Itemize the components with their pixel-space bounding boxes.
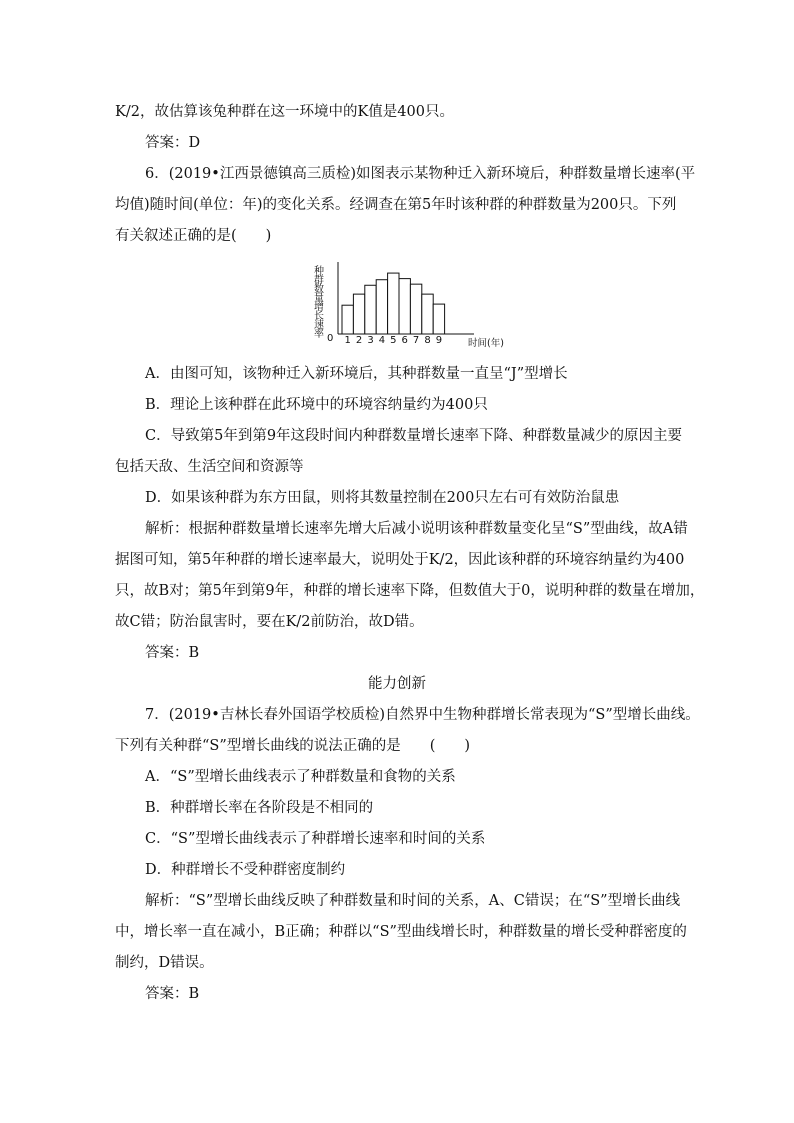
- x-tick-label: 9: [435, 335, 443, 346]
- option-6c: C．导致第5年到第9年这段时间内种群数量增长速率下降、种群数量减少的原因主要: [145, 428, 683, 444]
- bar-year-2: [353, 294, 364, 334]
- bar-year-7: [410, 284, 421, 334]
- text-line: 下列有关种群“S”型增长曲线的说法正确的是 ( ): [115, 738, 471, 754]
- x-tick-label: 7: [412, 335, 420, 346]
- growth-rate-chart: [312, 256, 522, 348]
- bar-year-6: [399, 279, 410, 334]
- option-7a: A．“S”型增长曲线表示了种群数量和食物的关系: [145, 769, 456, 785]
- text-line: 只，故B对；第5年到第9年，种群的增长速率下降，但数值大于0，说明种群的数量在增加，: [115, 583, 705, 599]
- text-line: 据图可知，第5年种群的增长速率最大，说明处于K/2，因此该种群的环境容纳量约为400: [115, 552, 685, 568]
- x-tick-label: 6: [401, 335, 408, 346]
- section-heading: 能力创新: [368, 676, 426, 692]
- answer-6: 答案：B: [145, 645, 200, 661]
- answer-7: 答案：B: [145, 986, 200, 1002]
- x-tick-label: 4: [378, 335, 386, 346]
- x-tick-label: 2: [355, 335, 363, 346]
- bar-year-5: [388, 273, 399, 334]
- bar-year-1: [342, 305, 353, 334]
- x-tick-label: 5: [390, 335, 397, 346]
- text-line: K/2，故估算该兔种群在这一环境中的K值是400只。: [115, 104, 454, 120]
- option-7d: D．种群增长不受种群密度制约: [145, 862, 346, 878]
- x-tick-label: 1: [344, 335, 351, 346]
- text-line: 均值)随时间(单位：年)的变化关系。经调查在第5年时该种群的种群数量为200只。下列: [115, 197, 677, 213]
- y-axis-label: 种群数量增长速率: [312, 265, 323, 337]
- text-line: 故C错；防治鼠害时，要在K/2前防治，故D错。: [115, 614, 424, 630]
- text-line: 有关叙述正确的是( ): [115, 228, 272, 244]
- option-6a: A．由图可知，该物种迁入新环境后，其种群数量一直呈“J”型增长: [145, 366, 568, 382]
- x-axis-label: 时间(年): [468, 338, 504, 348]
- bar-year-4: [376, 280, 387, 334]
- option-6d: D．如果该种群为东方田鼠，则将其数量控制在200只左右可有效防治鼠患: [145, 490, 620, 506]
- x-tick-labels: [345, 335, 443, 346]
- bar-year-3: [365, 285, 376, 334]
- question-6-stem: 6．(2019•江西景德镇高三质检)如图表示某物种迁入新环境后，种群数量增长速率(平: [145, 166, 696, 182]
- text-line: 制约，D错误。: [115, 955, 214, 971]
- text-line: 包括天敌、生活空间和资源等: [115, 459, 304, 475]
- analysis-7: 解析：“S”型增长曲线反映了种群数量和时间的关系，A、C错误；在“S”型增长曲线: [145, 893, 681, 909]
- bar-year-8: [422, 294, 433, 334]
- chart-bars: [342, 273, 445, 334]
- option-6b: B．理论上该种群在此环境中的环境容纳量约为400只: [145, 397, 488, 413]
- text-line: 中，增长率一直在减小，B正确；种群以“S”型曲线增长时，种群数量的增长受种群密度的: [115, 924, 687, 940]
- x-tick-label: 8: [424, 335, 431, 346]
- origin-label: 0: [327, 333, 334, 344]
- question-7-stem: 7．(2019•吉林长春外国语学校质检)自然界中生物种群增长常表现为“S”型增长曲线。: [145, 707, 700, 723]
- x-tick-label: 3: [367, 335, 374, 346]
- bar-year-9: [433, 304, 444, 334]
- answer-5: 答案：D: [145, 135, 201, 151]
- analysis-6: 解析：根据种群数量增长速率先增大后减小说明该种群数量变化呈“S”型曲线，故A错: [145, 521, 688, 537]
- option-7b: B．种群增长率在各阶段是不相同的: [145, 800, 374, 816]
- option-7c: C．“S”型增长曲线表示了种群增长速率和时间的关系: [145, 831, 486, 847]
